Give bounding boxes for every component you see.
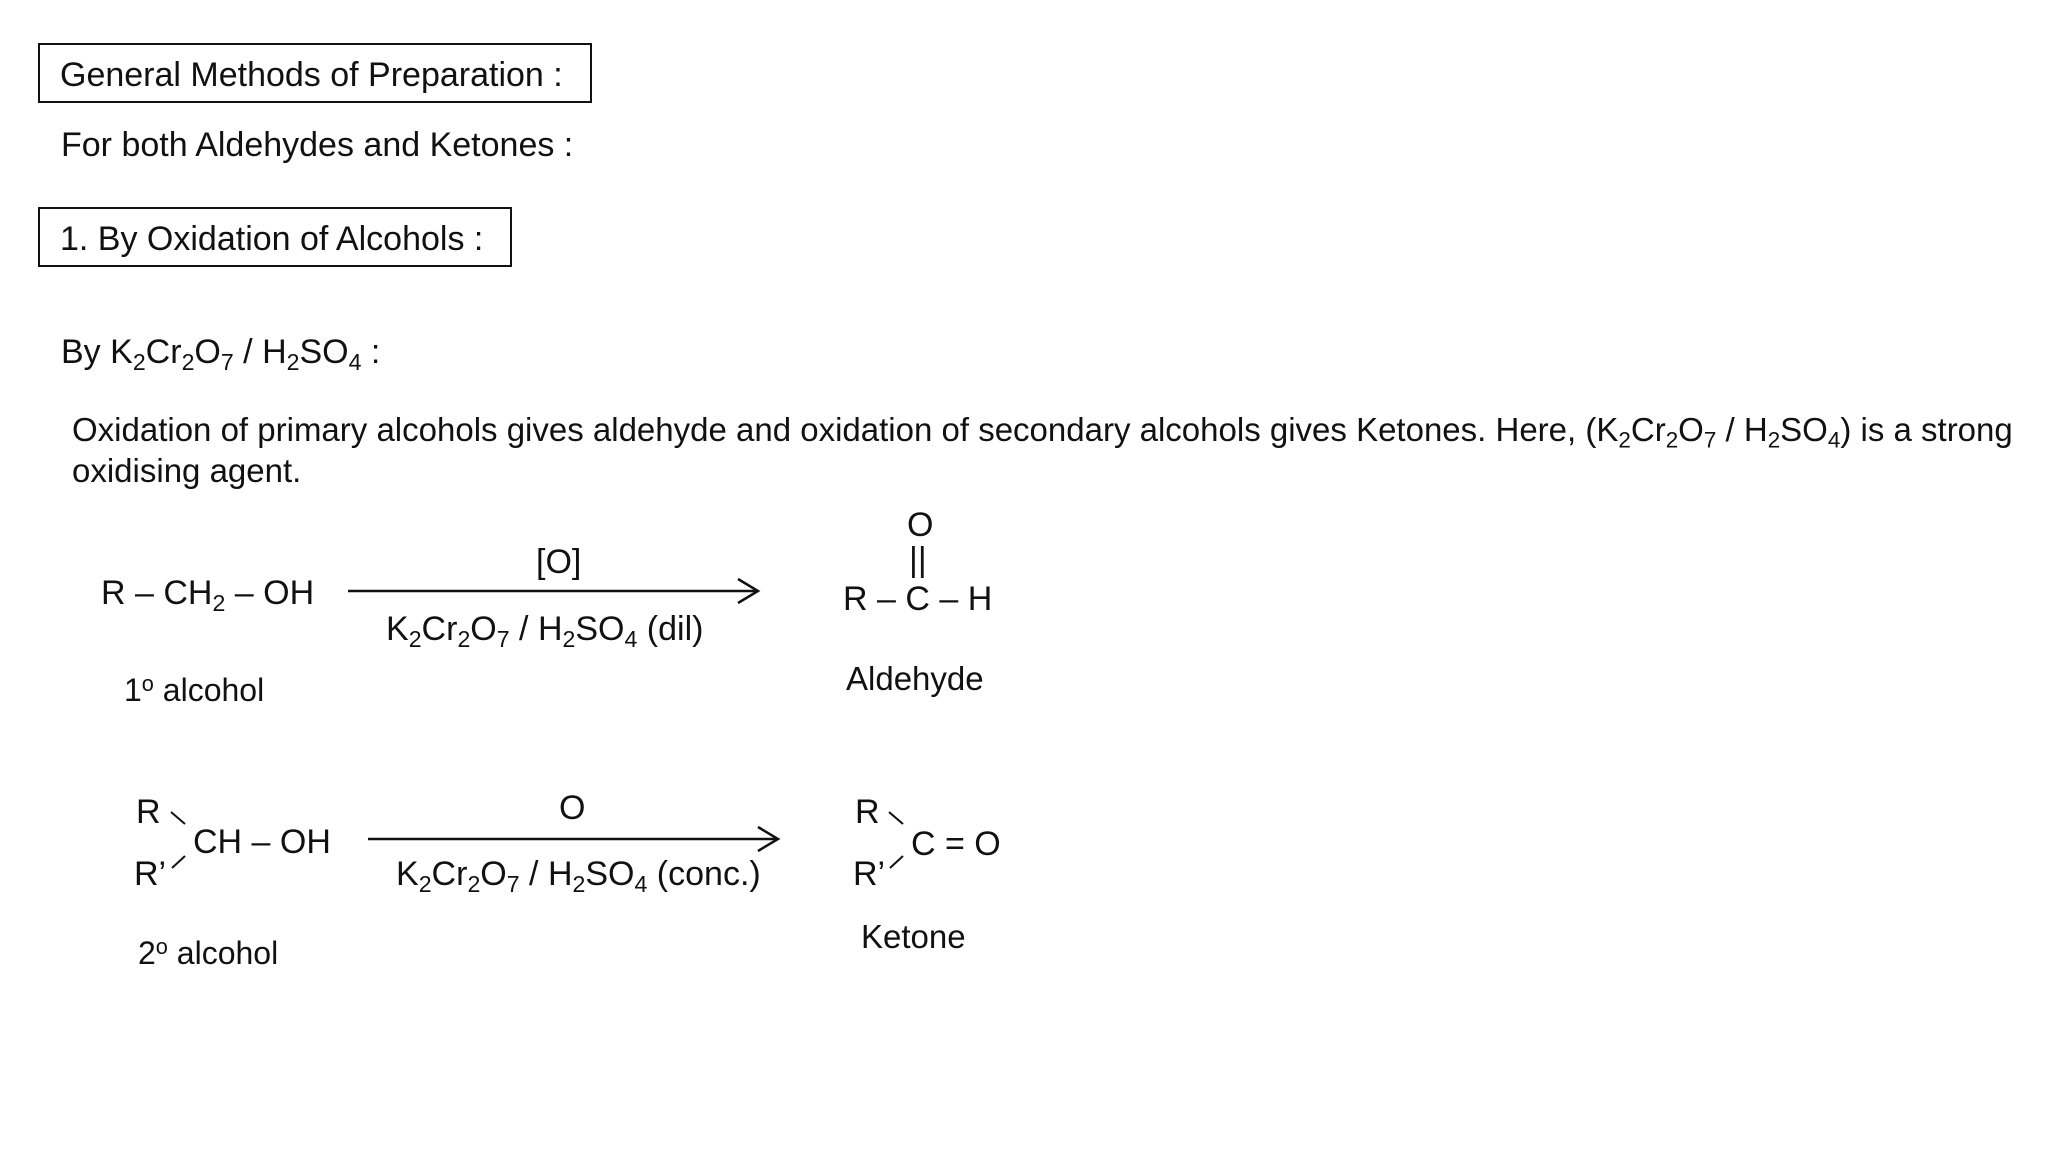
reaction2-product-bonds: [886, 808, 912, 878]
reaction1-product-oxygen: O: [907, 506, 934, 544]
description-paragraph: Oxidation of primary alcohols gives aldehyde and oxidation of secondary alcohols gives Ketones. Here, $(K_2Cr_2O_7 / H_2SO_4)$ is a strong oxidising agent.: [72, 411, 2013, 489]
reaction2-reactant-label: 2$^o$ alcohol: [138, 934, 279, 971]
reagent-line-suffix: :: [361, 333, 381, 371]
reagent-line: [61, 333, 381, 375]
reaction2-product-r: R: [855, 793, 880, 831]
reaction2-arrow-condition: O: [559, 789, 586, 827]
reagent-formula: $K_2Cr_2O_7 / H_2SO_4$: [110, 333, 362, 375]
reaction2-reactant-center: CH – OH: [193, 823, 331, 861]
reaction1-product: R – C – H: [843, 580, 993, 618]
reaction1-arrow-condition: [O]: [536, 543, 582, 581]
reaction2-reactant-r-prime: R’: [134, 855, 167, 893]
reaction2-product-center: C = O: [911, 825, 1001, 863]
reagent-formula-inline: $K_2Cr_2O_7 / H_2SO_4$: [1596, 411, 1841, 453]
reaction2-arrow: [368, 824, 782, 854]
reaction2-product-r-prime: R’: [853, 855, 886, 893]
page-heading-box: [38, 43, 592, 103]
reagent-line-prefix: By: [61, 333, 111, 371]
reaction2-reactant-bonds: [168, 808, 194, 878]
section-title: 1. By Oxidation of Alcohols :: [60, 220, 484, 258]
reaction2-reactant-r: R: [136, 793, 161, 831]
reaction2-arrow-reagent: $K_2Cr_2O_7 / H_2SO_4$ (conc.): [396, 855, 761, 897]
page-heading: General Methods of Preparation :: [60, 56, 563, 94]
reaction2-product-label: Ketone: [861, 918, 966, 955]
reaction1-reactant: R – $CH_2$ – OH: [101, 574, 315, 616]
section-title-box: [38, 207, 512, 267]
reaction1-product-double-bond: ||: [909, 541, 927, 579]
reaction1-reactant-label: 1$^o$ alcohol: [124, 671, 265, 708]
reaction1-arrow-reagent: $K_2Cr_2O_7 / H_2SO_4$ (dil): [386, 610, 704, 652]
reaction1-product-label: Aldehyde: [846, 660, 984, 697]
subheading: For both Aldehydes and Ketones :: [61, 126, 574, 164]
reaction1-arrow: [348, 576, 762, 606]
